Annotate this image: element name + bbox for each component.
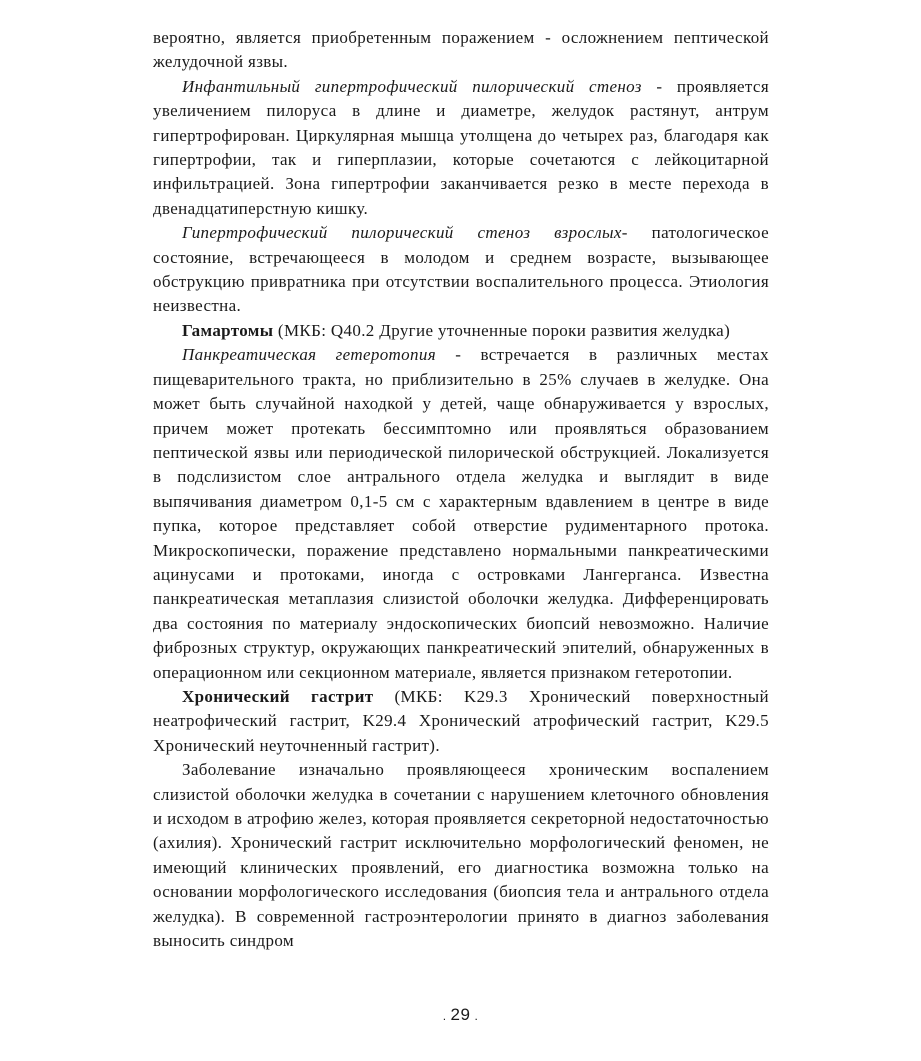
paragraph-pancreatic-heterotopia <box>153 343 769 685</box>
paragraph-text: вероятно, является приобретенным поражением - осложнением пептической желудочной язвы. <box>153 28 769 72</box>
paragraph-infantile-stenosis <box>153 75 769 221</box>
paragraph-text: - проявляется увеличением пилоруса в длине и диаметре, желудок растянут, антрум гипертрофирован. Циркулярная мышца утолщена до четырех раз, благодаря как гипертрофии, так и гиперплазии, которые сочетаются с лейкоцитарной инфильтрацией. Зона гипертрофии заканчивается резко в месте перехода в двенадцатиперстную кишку. <box>153 76 769 218</box>
page-body <box>153 26 769 953</box>
paragraph-text: (МКБ: K29.3 Хронический поверхностный неатрофический гастрит, K29.4 Хронический атрофический гастрит, K29.5 Хронический неуточненный гастрит). <box>153 686 769 755</box>
paragraph-adult-stenosis <box>153 221 769 319</box>
term-adult-stenosis: Гипертрофический пилорический стеноз взрослых <box>182 223 622 243</box>
heading-hamartomas: Гамартомы <box>182 320 274 340</box>
term-infantile-stenosis: Инфантильный гипертрофический пилорический стеноз <box>182 76 642 96</box>
paragraph-chronic-gastritis <box>153 685 769 758</box>
page-number <box>0 1005 921 1025</box>
paragraph-text: - патологическое состояние, встречающееся в молодом и среднем возрасте, вызывающее обструкцию привратника при отсутствии воспалительного процесса. Этиология неизвестна. <box>153 223 769 316</box>
page-number-dot: . <box>442 1008 447 1023</box>
paragraph-continuation <box>153 26 769 75</box>
heading-chronic-gastritis: Хронический гастрит <box>182 686 374 706</box>
paragraph-text: - встречается в различных местах пищеварительного тракта, но приблизительно в 25% случаев в желудке. Она может быть случайной находкой у детей, чаще обнаруживается у взрослых, причем может протекать бессимптомно или проявляться образованием пептической язвы или периодической пилорической обструкцией. Локализуется в подслизистом слое антрального отдела желудка и выглядит в виде выпячивания диаметром 0,1-5 см с характерным вдавлением в центре в виде пупка, которое представляет собой отверстие рудиментарного протока. Микроскопически, поражение представлено нормальными панкреатическими ацинусами и протоками, иногда с островками Лангерганса. Известна панкреатическая метаплазия слизистой оболочки желудка. Дифференцировать два состояния по материалу эндоскопических биопсий невозможно. Наличие фиброзных структур, окружающих панкреатический эпителий, обнаруженных в операционном или секционном материале, является признаком гетеротопии. <box>153 345 769 682</box>
paragraph-text: Заболевание изначально проявляющееся хроническим воспалением слизистой оболочки желудка в сочетании с нарушением клеточного обновления и исходом в атрофию желез, которая проявляется секреторной недостаточностью (ахилия). Хронический гастрит исключительно морфологический феномен, не имеющий клинических проявлений, его диагностика возможна только на основании морфологического исследования (биопсия тела и антрального отдела желудка). В современной гастроэнтерологии принято в диагноз заболевания выносить синдром <box>153 760 769 951</box>
page-number-dot: . <box>474 1008 479 1023</box>
paragraph-text: (МКБ: Q40.2 Другие уточненные пороки развития желудка) <box>273 320 731 340</box>
paragraph-gastritis-description <box>153 758 769 953</box>
term-pancreatic-heterotopia: Панкреатическая гетеротопия <box>182 345 436 365</box>
page-number-value: 29 <box>450 1005 471 1024</box>
paragraph-hamartomas <box>153 319 769 343</box>
